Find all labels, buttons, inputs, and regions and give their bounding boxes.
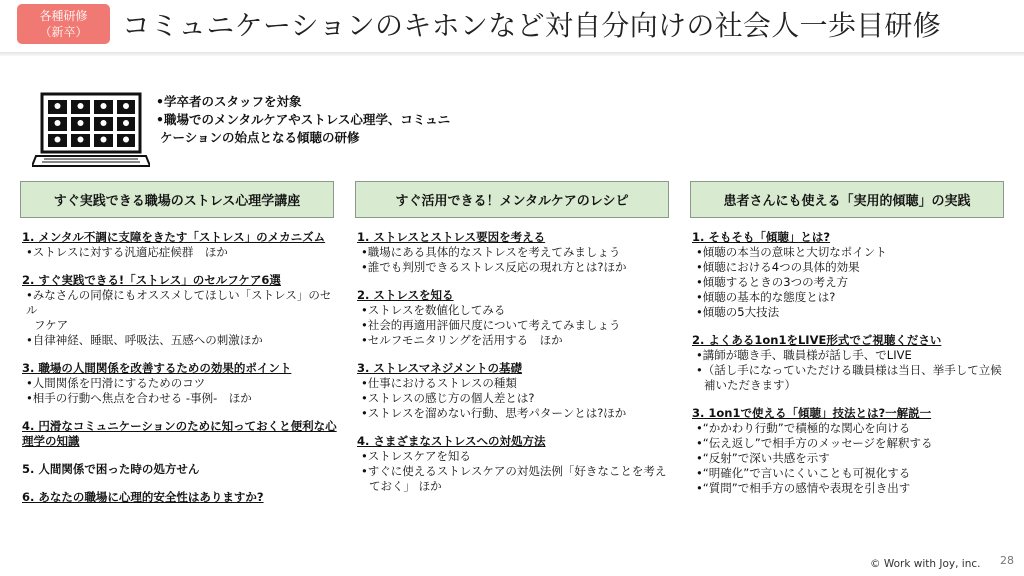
section-1-5 — [22, 462, 338, 477]
section-title: 6. あなたの職場に心理的安全性はありますか? — [22, 490, 264, 504]
page-title: コミュニケーションのキホンなど対自分向けの社会人一歩目研修 — [122, 9, 942, 42]
copyright-text: © Work with Joy, inc. — [870, 558, 981, 570]
bullet-item: •ストレスの感じ方の個人差とは? — [361, 391, 535, 405]
badge-line-2: （新卒） — [39, 25, 88, 39]
bullet-item: •“反射”で深い共感を示す — [696, 451, 830, 465]
section-title: 5. 人間関係で困った時の処方せん — [22, 462, 200, 476]
column-1-heading: すぐ実践できる職場のストレス心理学講座 — [20, 181, 334, 218]
bullet-item: •“質問”で相手方の感情や表現を引き出す — [696, 481, 911, 495]
category-badge — [17, 4, 110, 44]
bullet-item: •社会的再適用評価尺度について考えてみましょう — [361, 318, 621, 332]
bullet-item: •みなさんの同僚にもオススメしてほしい「ストレス」のセル — [26, 288, 332, 317]
bullet-item: •セルフモニタリングを活用する ほか — [361, 333, 563, 347]
section-1-6 — [22, 490, 338, 505]
section-2-1 — [357, 230, 675, 275]
bullet-item: •傾聴の本当の意味と大切なポイント — [696, 245, 887, 259]
section-2-3 — [357, 361, 675, 421]
header-divider — [0, 52, 1024, 56]
column-1-body — [22, 230, 338, 518]
bullet-item: •誰でも判別できるストレス反応の現れ方とは?ほか — [361, 260, 627, 274]
intro-text — [156, 93, 450, 147]
section-title: 1. そもそも「傾聴」とは? — [692, 230, 831, 244]
section-1-2 — [22, 273, 338, 348]
column-3-body — [692, 230, 1010, 509]
page-number: 28 — [1000, 554, 1014, 567]
section-title: 2. よくある1on1をLIVE形式でご視聴ください — [692, 333, 942, 347]
bullet-item: •“明確化”で言いにくいことも可視化する — [696, 466, 911, 480]
section-2-2 — [357, 288, 675, 348]
bullet-item: •（話し手になっていただける職員様は当日、挙手して立候 — [696, 363, 1002, 377]
bullet-item: •ストレスに対する汎適応症候群 ほか — [26, 245, 228, 259]
section-1-3 — [22, 361, 338, 406]
column-2-heading: すぐ活用できる！メンタルケアのレシピ — [355, 181, 669, 218]
bullet-item: •講師が聴き手、職員様が話し手、でLIVE — [696, 348, 912, 362]
bullet-item: •ストレスケアを知る — [361, 449, 471, 463]
bullet-item: •傾聴の基本的な態度とは? — [696, 290, 836, 304]
section-1-1 — [22, 230, 338, 260]
bullet-item: •傾聴における4つの具体的効果 — [696, 260, 860, 274]
section-3-3 — [692, 406, 1010, 496]
section-1-4 — [22, 419, 338, 449]
column-2-body — [357, 230, 675, 507]
section-title: 1. メンタル不調に支障をきたす「ストレス」のメカニズム — [22, 230, 326, 244]
section-2-4 — [357, 434, 675, 494]
header-bar — [0, 0, 1024, 56]
bullet-item: フケア — [34, 318, 69, 332]
bullet-item: •傾聴の5大技法 — [696, 305, 780, 319]
bullet-item: ておく」 ほか — [369, 479, 442, 493]
intro-line-2: •職場でのメンタルケアやストレス心理学、コミュニ — [156, 112, 451, 127]
bullet-item: •傾聴するときの3つの考え方 — [696, 275, 849, 289]
intro-line-1: •学卒者のスタッフを対象 — [156, 94, 302, 109]
section-title: 3. 1on1で使える「傾聴」技法とは?一解説一 — [692, 406, 932, 420]
bullet-item: •すぐに使えるストレスケアの対処法例「好きなことを考え — [361, 464, 667, 478]
bullet-item: •相手の行動へ焦点を合わせる -事例- ほか — [26, 391, 252, 405]
section-title: 4. 円滑なコミュニケーションのために知っておくと便利な心理学の知識 — [22, 419, 337, 448]
bullet-item: •職場にある具体的なストレスを考えてみましょう — [361, 245, 621, 259]
bullet-item: •人間関係を円滑にするためのコツ — [26, 376, 206, 390]
section-3-1 — [692, 230, 1010, 320]
section-title: 3. 職場の人間関係を改善するための効果的ポイント — [22, 361, 292, 375]
section-title: 1. ストレスとストレス要因を考える — [357, 230, 546, 244]
section-title: 4. さまざまなストレスへの対処方法 — [357, 434, 546, 448]
bullet-item: •ストレスを数値化してみる — [361, 303, 506, 317]
bullet-item: •自律神経、睡眠、呼吸法、五感への刺激ほか — [26, 333, 263, 347]
bullet-item: •ストレスを溜めない行動、思考パターンとは?ほか — [361, 406, 627, 420]
section-title: 2. ストレスを知る — [357, 288, 454, 302]
section-3-2 — [692, 333, 1010, 393]
bullet-item: 補いただきます） — [704, 378, 796, 392]
badge-line-1: 各種研修 — [39, 9, 88, 23]
intro-line-3: ケーションの始点となる傾聴の研修 — [160, 130, 360, 145]
bullet-item: •仕事におけるストレスの種類 — [361, 376, 517, 390]
video-conference-laptop-icon — [32, 92, 150, 170]
bullet-item: •“かかわり行動”で積極的な関心を向ける — [696, 421, 911, 435]
section-title: 3. ストレスマネジメントの基礎 — [357, 361, 522, 375]
section-title: 2. すぐ実践できる!「ストレス」のセルフケア6選 — [22, 273, 281, 287]
column-3-heading: 患者さんにも使える「実用的傾聴」の実践 — [690, 181, 1004, 218]
bullet-item: •“伝え返し”で相手方のメッセージを解釈する — [696, 436, 933, 450]
